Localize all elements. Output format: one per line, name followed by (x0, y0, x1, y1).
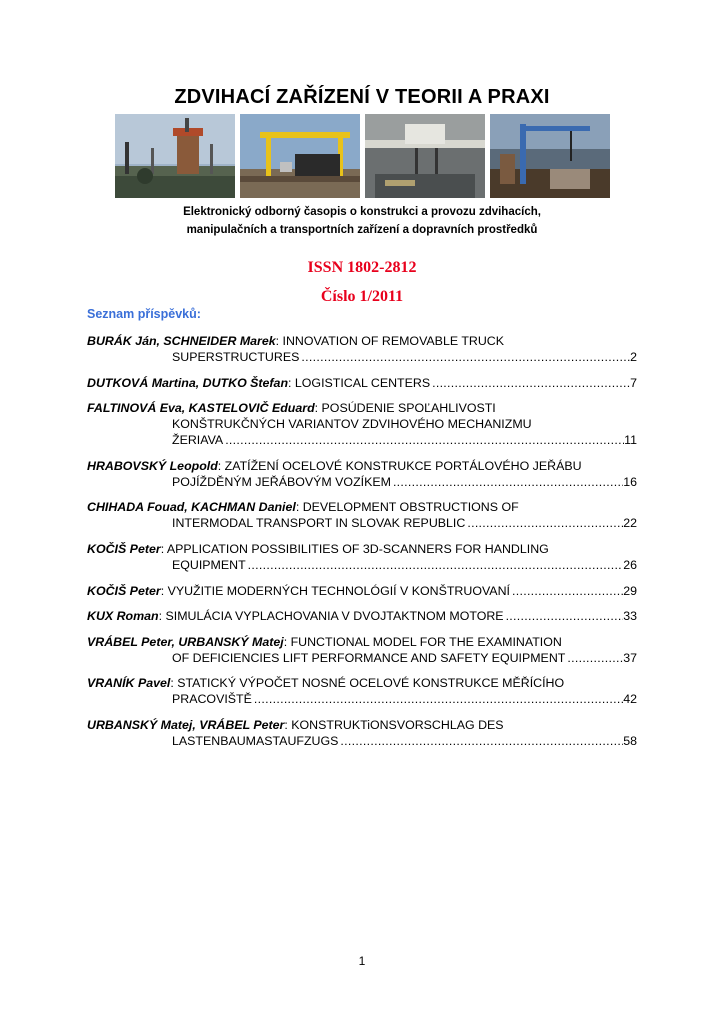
contents-heading: Seznam příspěvků: (87, 307, 201, 321)
entry-authors: FALTINOVÁ Eva, KASTELOVIČ Eduard (87, 401, 315, 416)
toc-entry (87, 458, 637, 490)
entry-authors: URBANSKÝ Matej, VRÁBEL Peter (87, 717, 285, 732)
entry-page: 11 (624, 433, 637, 448)
entry-title: : STATICKÝ VÝPOČET NOSNÉ OCELOVÉ KONSTRUKCE MĚŘÍCÍHO (170, 676, 565, 691)
entry-title-cont: KONŠTRUKČNÝCH VARIANTOV ZDVIHOVÉHO MECHANIZMU (172, 417, 532, 432)
entry-authors: KOČIŠ Peter (87, 541, 161, 556)
entry-title: : KONSTRUKTiONSVORSCHLAG DES (284, 717, 504, 732)
toc-entry (87, 583, 637, 599)
entry-page: 16 (623, 474, 637, 489)
photo-gantry-crane (240, 114, 360, 198)
toc-entry (87, 333, 637, 365)
issn-number: ISSN 1802-2812 (307, 259, 417, 276)
entry-title-cont: SUPERSTRUCTURES (172, 350, 300, 364)
toc-entry (87, 634, 637, 666)
entry-page: 37 (623, 650, 637, 665)
entry-page: 58 (623, 733, 637, 748)
entry-title-cont: EQUIPMENT (172, 557, 246, 572)
page-number: 1 (358, 954, 366, 968)
entry-authors: DUTKOVÁ Martina, DUTKO Štefan (87, 375, 289, 390)
header-photo-strip (115, 114, 610, 198)
entry-title: : DEVELOPMENT OBSTRUCTIONS OF (295, 500, 519, 515)
toc-entry (87, 375, 637, 391)
photo-jib-crane (490, 114, 610, 198)
entry-title: : VYUŽITIE MODERNÝCH TECHNOLÓGIÍ V KONŠTRUOVANÍ (160, 583, 510, 598)
entry-title-cont: ŽERIAVA (172, 433, 224, 448)
entry-page: 26 (623, 557, 637, 572)
entry-title: : LOGISTICAL CENTERS (288, 375, 431, 390)
entry-title: : INNOVATION OF REMOVABLE TRUCK (275, 334, 504, 348)
issue-number: Číslo 1/2011 (320, 288, 404, 305)
subtitle-line-2: manipulačních a transportních zařízení a dopravních prostředků (186, 224, 538, 236)
entry-authors: CHIHADA Fouad, KACHMAN Daniel (87, 500, 296, 515)
entry-title-cont: OF DEFICIENCIES LIFT PERFORMANCE AND SAFETY EQUIPMENT (172, 650, 566, 665)
toc-entry (87, 717, 637, 749)
entry-title-cont: LASTENBAUMASTAUFZUGS (172, 733, 339, 748)
entry-authors: BURÁK Ján, SCHNEIDER Marek (87, 334, 276, 348)
entry-authors: KOČIŠ Peter (87, 583, 161, 598)
entry-page: 33 (623, 609, 637, 624)
table-of-contents (87, 333, 637, 759)
entry-page: 42 (623, 692, 637, 707)
entry-title: : SIMULÁCIA VYPLACHOVANIA V DVOJTAKTNOM MOTORE (158, 609, 504, 624)
entry-authors: VRANÍK Pavel (87, 676, 171, 691)
entry-title-cont: PRACOVIŠTĚ (172, 692, 252, 707)
entry-title: : POSÚDENIE SPOĽAHLIVOSTI (314, 401, 496, 416)
entry-title: : APPLICATION POSSIBILITIES OF 3D-SCANNERS FOR HANDLING (160, 541, 549, 556)
photo-shipyard-crane (115, 114, 235, 198)
entry-authors: KUX Roman (87, 609, 159, 624)
entry-page: 2 (630, 350, 637, 364)
entry-title: : ZATÍŽENÍ OCELOVÉ KONSTRUKCE PORTÁLOVÉHO JEŘÁBU (217, 458, 582, 473)
toc-entry (87, 499, 637, 531)
entry-authors: VRÁBEL Peter, URBANSKÝ Matej (87, 634, 284, 649)
toc-entry (87, 608, 637, 624)
journal-title: ZDVIHACÍ ZAŘÍZENÍ V TEORII A PRAXI (174, 86, 550, 108)
journal-subtitle (0, 203, 724, 239)
entry-authors: HRABOVSKÝ Leopold (87, 458, 218, 473)
entry-page: 7 (630, 375, 637, 390)
toc-entry (87, 541, 637, 573)
entry-title-cont: POJÍŽDĚNÝM JEŘÁBOVÝM VOZÍKEM (172, 474, 391, 489)
entry-page: 29 (623, 583, 637, 598)
entry-title-cont: INTERMODAL TRANSPORT IN SLOVAK REPUBLIC (172, 516, 466, 531)
toc-entry (87, 675, 637, 707)
entry-title: : FUNCTIONAL MODEL FOR THE EXAMINATION (283, 634, 562, 649)
entry-page: 22 (623, 516, 637, 531)
photo-overhead-crane (365, 114, 485, 198)
toc-entry (87, 400, 637, 448)
subtitle-line-1: Elektronický odborný časopis o konstrukci a provozu zdvihacích, (183, 206, 541, 218)
